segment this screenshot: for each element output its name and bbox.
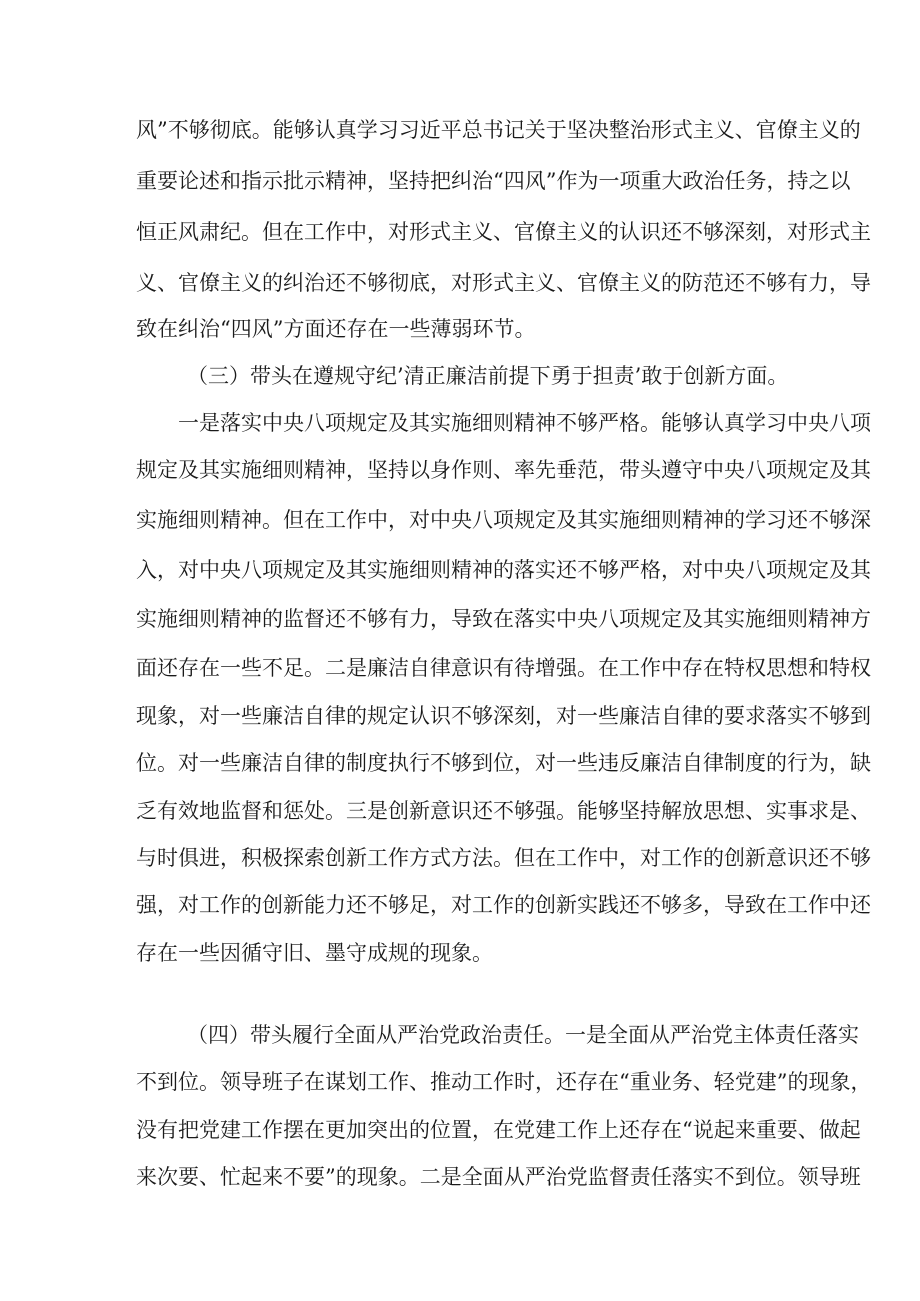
text-line: 来次要、忙起来不要”的现象。二是全面从严治党监督责任落实不到位。领导班	[136, 1165, 861, 1189]
text-line: 现象，对一些廉洁自律的规定认识不够深刻，对一些廉洁自律的要求落实不够到	[136, 704, 871, 728]
text-line: 不到位。领导班子在谋划工作、推动工作时，还存在“重业务、轻党建”的现象，	[136, 1070, 872, 1094]
text-line: 恒正风肃纪。但在工作中，对形式主义、官僚主义的认识还不够深刻，对形式主	[136, 220, 871, 244]
text-line: 义、官僚主义的纠治还不够彻底，对形式主义、官僚主义的防范还不够有力，导	[136, 271, 871, 295]
text-line: 一是落实中央八项规定及其实施细则精神不够严格。能够认真学习中央八项	[178, 411, 871, 435]
text-line: 面还存在一些不足。二是廉洁自律意识有待增强。在工作中存在特权思想和特权	[136, 656, 871, 680]
text-line: 入，对中央八项规定及其实施细则精神的落实还不够严格，对中央八项规定及其	[136, 558, 871, 582]
text-line: 与时俱进，积极探索创新工作方式方法。但在工作中，对工作的创新意识还不够	[136, 846, 871, 870]
text-line: 致在纠治“四风”方面还存在一些薄弱环节。	[136, 317, 536, 341]
text-line: 乏有效地监督和惩处。三是创新意识还不够强。能够坚持解放思想、实事求是、	[136, 799, 871, 823]
text-line: 实施细则精神的监督还不够有力，导致在落实中央八项规定及其实施细则精神方	[136, 607, 871, 631]
text-line: 没有把党建工作摆在更加突出的位置，在党建工作上还存在“说起来重要、做起	[136, 1118, 861, 1142]
text-line: 实施细则精神。但在工作中，对中央八项规定及其实施细则精神的学习还不够深	[136, 508, 871, 532]
text-line: 风”不够彻底。能够认真学习习近平总书记关于坚决整治形式主义、官僚主义的	[136, 118, 861, 142]
text-line: 存在一些因循守旧、墨守成规的现象。	[136, 941, 493, 965]
section-heading: （四）带头履行全面从严治党政治责任。一是全面从严治党主体责任落实	[187, 1023, 859, 1047]
text-line: 位。对一些廉洁自律的制度执行不够到位，对一些违反廉洁自律制度的行为，缺	[136, 751, 871, 775]
text-line: 强，对工作的创新能力还不够足，对工作的创新实践还不够多，导致在工作中还	[136, 893, 871, 917]
section-heading: （三）带头在遵规守纪’清正廉洁前提下勇于担责’敢于创新方面。	[187, 364, 789, 388]
text-line: 重要论述和指示批示精神，坚持把纠治“四风”作为一项重大政治任务，持之以	[136, 169, 851, 193]
text-line: 规定及其实施细则精神，坚持以身作则、率先垂范，带头遵守中央八项规定及其	[136, 458, 871, 482]
